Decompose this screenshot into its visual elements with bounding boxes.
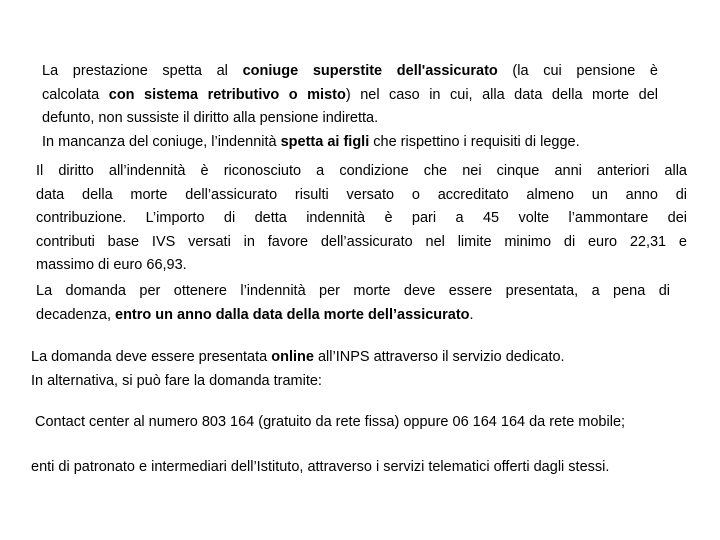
bold-text: con sistema retributivo o misto (108, 86, 346, 103)
text-line: La domanda per ottenere l’indennità per morte deve essere presentata, a pena di (36, 283, 670, 299)
text-span: calcolata (42, 86, 109, 103)
text-line: contributi base IVS versati in favore dell’assicurato nel limite minimo di euro 22,31 e (36, 233, 687, 250)
bold-text: entro un anno dalla data della morte dell’assicurato (115, 306, 470, 323)
text-line (42, 84, 658, 108)
text-span: In mancanza del coniuge, l’indennità (42, 133, 281, 150)
paragraph-beneficiaries (42, 60, 658, 154)
text-line: contribuzione. L’importo di detta indennità è pari a 45 volte l’ammontare dei (36, 210, 687, 226)
bold-text: coniuge superstite dell'assicurato (242, 63, 498, 79)
paragraph-patronato (31, 456, 711, 480)
text-line: massimo di euro 66,93. (36, 257, 187, 273)
paragraph-requirements (36, 160, 687, 278)
text-span: all’INPS attraverso il servizio dedicato. (313, 349, 565, 365)
text-span: La domanda deve essere presentata (31, 349, 272, 365)
text-line (42, 60, 658, 84)
text-span: . (469, 306, 474, 323)
paragraph-application (31, 346, 651, 393)
text-span: ) nel caso in cui, alla data della morte del (345, 86, 658, 103)
text-span: La prestazione spetta al (42, 63, 243, 79)
text-line: enti di patronato e intermediari dell’Istituto, attraverso i servizi telematici offerti dagli stessi. (31, 459, 610, 475)
text-line: defunto, non sussiste il diritto alla pensione indiretta. (42, 110, 379, 126)
text-span: (la cui pensione è (497, 63, 658, 79)
text-line (42, 131, 658, 155)
text-line (36, 304, 670, 328)
text-span: che rispettino i requisiti di legge. (369, 133, 580, 150)
text-line (31, 346, 651, 370)
bold-text: online (271, 349, 314, 365)
paragraph-deadline (36, 280, 670, 327)
text-line: Contact center al numero 803 164 (gratuito da rete fissa) oppure 06 164 164 da rete mobile; (35, 414, 626, 430)
bold-text: spetta ai figli (280, 133, 370, 150)
text-line: data della morte dell’assicurato risulti versato o accreditato almeno un anno di (36, 186, 687, 203)
text-span: decadenza, (36, 306, 116, 323)
paragraph-contact-center (35, 411, 710, 435)
text-line: In alternativa, si può fare la domanda tramite: (31, 372, 322, 389)
text-line: Il diritto all’indennità è riconosciuto a condizione che nei cinque anni anteriori alla (36, 163, 687, 179)
